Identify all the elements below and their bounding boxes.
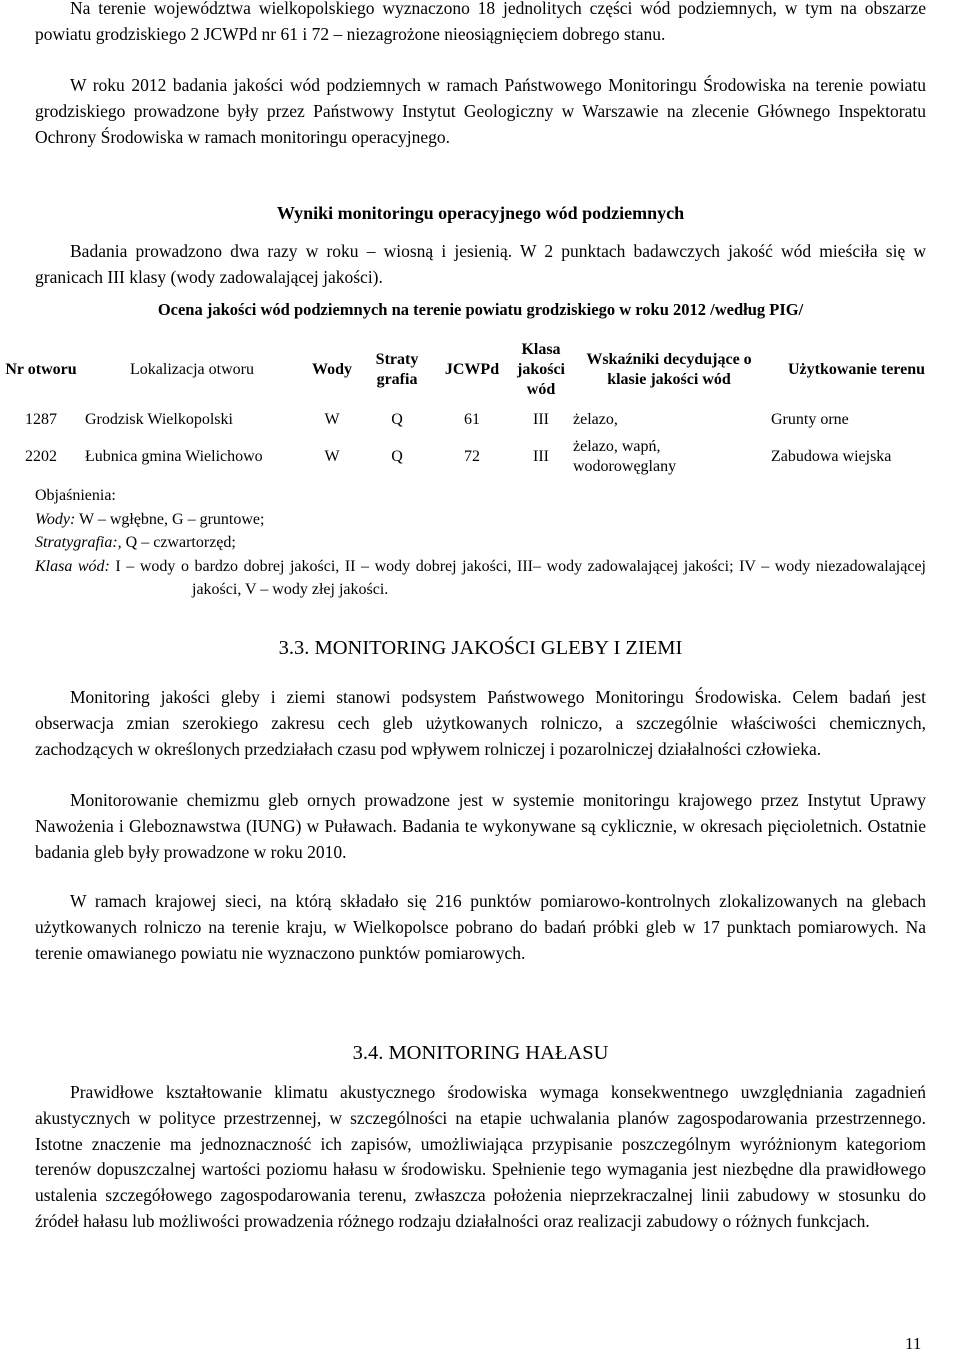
table-caption: Ocena jakości wód podziemnych na terenie powiatu grodziskiego w roku 2012 /według PIG/ <box>157 300 804 319</box>
paragraph-soil-1: Monitoring jakości gleby i ziemi stanowi podsystem Państwowego Monitoringu Środowiska. Celem badań jest obserwacja zmian szerokiego zakresu cech gleb użytkowanych rolniczo, a szczególnie właściwości chemicznych, zachodzących w określonych przedziałach czasu pod wpływem rolniczej i pozarolniczej działalności człowieka. <box>35 687 926 759</box>
cell-stratygrafia: Q <box>391 448 403 465</box>
header-wskazniki: Wskaźniki decydujące o klasie jakości wód <box>586 351 752 388</box>
cell-nr: 1287 <box>25 411 57 428</box>
explanation-klasa-text: I – wody o bardzo dobrej jakości, II – wody dobrej jakości, III– wody zadowalającej jakości; IV – wody niezadowalającej jakości, V – wody złej jakości. <box>109 557 927 598</box>
explanation-wody-label: Wody: <box>35 510 76 528</box>
cell-nr: 2202 <box>25 448 57 465</box>
cell-jcwpd: 72 <box>464 448 480 465</box>
paragraph-results: Badania prowadzono dwa razy w roku – wiosną i jesienią. W 2 punktach badawczych jakość wód mieściła się w granicach III klasy (wody zadowalającej jakości). <box>35 241 926 287</box>
explanation-stratygrafia-label: Stratygrafia:, <box>35 534 122 551</box>
table-header-row <box>0 334 945 406</box>
explanation-stratygrafia <box>35 531 926 555</box>
header-jcwpd: JCWPd <box>444 361 500 378</box>
explanation-wody-text: W – wgłębne, G – gruntowe; <box>75 510 265 528</box>
page-number: 11 <box>905 1334 922 1353</box>
cell-wskazniki: żelazo, <box>573 411 618 428</box>
paragraph-noise: Prawidłowe kształtowanie klimatu akustycznego środowiska wymaga konsekwentnego uwzględniania zagadnień akustycznych w polityce przestrzennej, w szczególności na etapie uchwalania planów zagospodarowania przestrzennego. Istotne znaczenie ma jednoznaczność ich zapisów, umożliwiająca przypisanie poszczególnym wyróżnionym kategoriom terenów dopuszczalnej wartości poziomu hałasu w środowisku. Spełnienie tego wymagania jest niezbędne dla prawidłowego ustalenia szczegółowego zagospodarowania terenu, zwłaszcza położenia nieprzekraczalnej linii zabudowy w stosunku do źródeł hałasu lub możliwości prowadzenia różnego rodzaju działalności oraz realizacji zabudowy o różnych funkcjach. <box>35 1082 926 1231</box>
table-row <box>0 406 945 434</box>
header-nr-otworu: Nr otworu <box>5 361 77 378</box>
cell-klasa: III <box>533 448 549 465</box>
heading-noise-monitoring: 3.4. MONITORING HAŁASU <box>352 1042 609 1064</box>
water-quality-table <box>0 334 945 480</box>
cell-wody: W <box>324 448 340 465</box>
paragraph-intro: Na terenie województwa wielkopolskiego wyznaczono 18 jednolitych części wód podziemnych, w tym na obszarze powiatu grodziskiego 2 JCWPd nr 61 i 72 – niezagrożone nieosiągnięciem dobrego stanu. <box>35 0 926 44</box>
header-stratygrafia: Straty grafia <box>375 351 419 388</box>
header-klasa: Klasa jakości wód <box>517 341 565 398</box>
cell-klasa: III <box>533 411 549 428</box>
cell-stratygrafia: Q <box>391 411 403 428</box>
explanations-title: Objaśnienia: <box>35 487 116 504</box>
header-wody: Wody <box>311 361 352 378</box>
table-row <box>0 434 945 480</box>
heading-results: Wyniki monitoringu operacyjnego wód podziemnych <box>276 203 685 223</box>
paragraph-soil-2: Monitorowanie chemizmu gleb ornych prowadzone jest w systemie monitoringu krajowego przez Instytut Uprawy Nawożenia i Gleboznawstwa (IUNG) w Puławach. Badania te wykonywane są cyklicznie, w okresach pięcioletnich. Ostatnie badania gleb były prowadzone w roku 2010. <box>35 790 926 862</box>
explanation-wody <box>35 508 926 532</box>
paragraph-2012-study: W roku 2012 badania jakości wód podziemnych w ramach Państwowego Monitoringu Środowiska na terenie powiatu grodziskiego prowadzone były przez Państwowy Instytut Geologiczny w Warszawie na zlecenie Głównego Inspektoratu Ochrony Środowiska w ramach monitoringu operacyjnego. <box>35 75 926 147</box>
cell-jcwpd: 61 <box>464 411 480 428</box>
explanations-block <box>35 484 926 602</box>
cell-wskazniki: żelazo, wapń, wodorowęglany <box>573 438 677 475</box>
header-lokalizacja: Lokalizacja otworu <box>130 361 254 378</box>
explanation-klasa-label: Klasa wód: <box>35 557 110 575</box>
heading-soil-monitoring: 3.3. MONITORING JAKOŚCI GLEBY I ZIEMI <box>278 637 683 659</box>
explanation-klasa <box>35 555 926 602</box>
cell-lokalizacja: Łubnica gmina Wielichowo <box>85 448 263 465</box>
header-uzytkowanie: Użytkowanie terenu <box>787 361 926 378</box>
cell-wody: W <box>324 411 340 428</box>
cell-lokalizacja: Grodzisk Wielkopolski <box>85 411 233 428</box>
paragraph-soil-3: W ramach krajowej sieci, na którą składało się 216 punktów pomiarowo-kontrolnych zlokalizowanych na glebach użytkowanych rolniczo na terenie kraju, w Wielkopolsce pobrano do badań próbki gleb w 17 punktach pomiarowych. Na terenie omawianego powiatu nie wyznaczono punktów pomiarowych. <box>35 891 926 963</box>
cell-uzytkowanie: Grunty orne <box>771 411 849 428</box>
explanation-stratygrafia-text: Q – czwartorzęd; <box>121 534 236 551</box>
cell-uzytkowanie: Zabudowa wiejska <box>771 448 892 465</box>
